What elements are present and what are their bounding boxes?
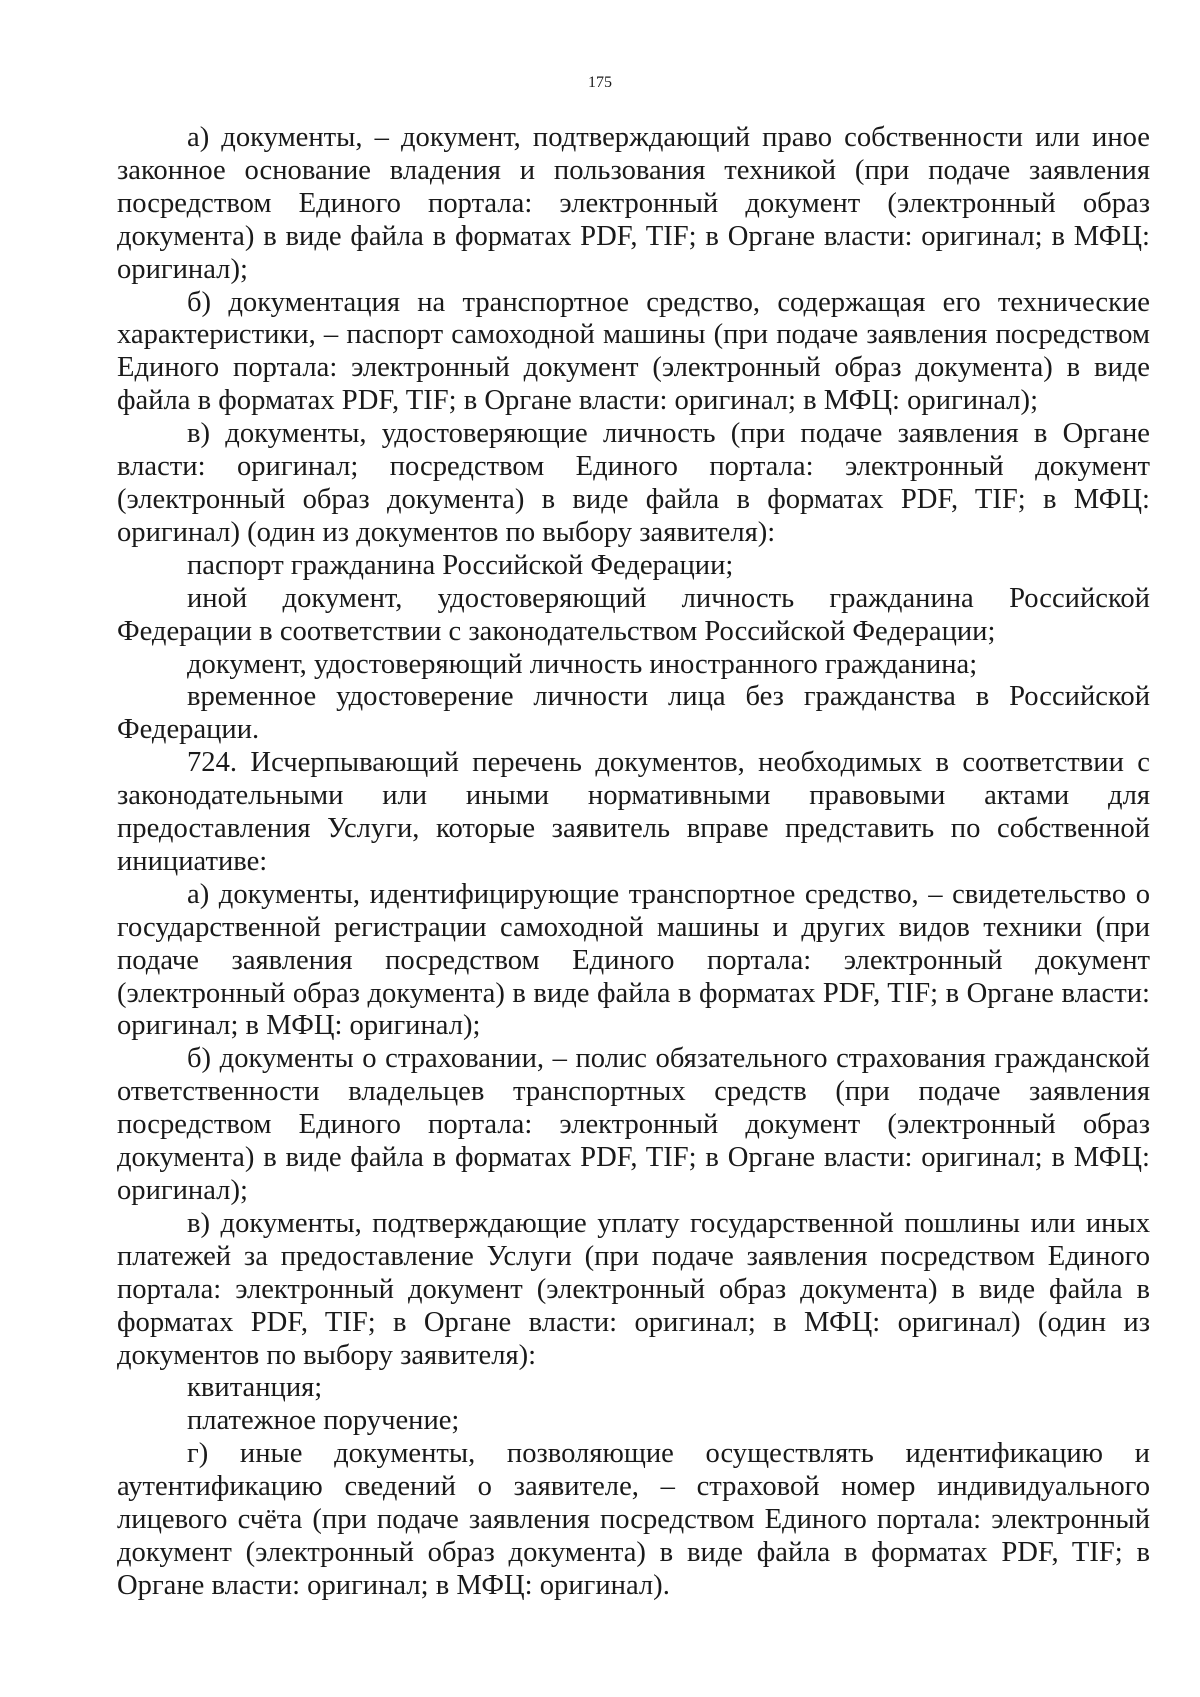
document-body	[117, 122, 1150, 1603]
paragraph-724: 724. Исчерпывающий перечень документов, необходимых в соответствии с законодательными или иными нормативными правовыми актами для предоставления Услуги, которые заявитель вправе представить по собственной инициативе:	[117, 747, 1150, 877]
page-number: 175	[588, 74, 612, 91]
list-item-other-id: иной документ, удостоверяющий личность гражданина Российской Федерации в соответствии с законодательством Российской Федерации;	[117, 582, 1150, 647]
paragraph-2a-registration-docs: а) документы, идентифицирующие транспортное средство, – свидетельство о государственной регистрации самоходной машины и других видов техники (при подаче заявления посредством Единого портала: электронный документ (электронный образ документа) в виде файла в форматах PDF, TIF; в Органе власти: оригинал; в МФЦ: оригинал);	[117, 878, 1150, 1042]
paragraph-2b-insurance-docs: б) документы о страховании, – полис обязательного страхования гражданской ответственности владельцев транспортных средств (при подаче заявления посредством Единого портала: электронный документ (электронный образ документа) в виде файла в форматах PDF, TIF; в Органе власти: оригинал; в МФЦ: оригинал);	[117, 1043, 1150, 1206]
list-item-passport: паспорт гражданина Российской Федерации;	[187, 549, 734, 581]
paragraph-1b-vehicle-docs: б) документация на транспортное средство, содержащая его технические характеристики, – паспорт самоходной машины (при подаче заявления посредством Единого портала: электронный документ (электронный образ документа) в виде файла в форматах PDF, TIF; в Органе власти: оригинал; в МФЦ: оригинал);	[117, 286, 1150, 417]
list-item-foreign-id: документ, удостоверяющий личность иностранного гражданина;	[187, 648, 978, 680]
list-item-receipt: квитанция;	[187, 1372, 323, 1404]
paragraph-2c-payment-docs: в) документы, подтверждающие уплату государственной пошлины или иных платежей за предоставление Услуги (при подаче заявления посредством Единого портала: электронный документ (электронный образ документа) в виде файла в форматах PDF, TIF; в Органе власти: оригинал; в МФЦ: оригинал) (один из документов по выбору заявителя):	[117, 1207, 1150, 1371]
paragraph-2d-snils: г) иные документы, позволяющие осуществлять идентификацию и аутентификацию сведений о заявителе, – страховой номер индивидуального лицевого счёта (при подаче заявления посредством Единого портала: электронный документ (электронный образ документа) в виде файла в форматах PDF, TIF; в Органе власти: оригинал; в МФЦ: оригинал).	[117, 1438, 1150, 1601]
paragraph-1c-identity-docs: в) документы, удостоверяющие личность (при подаче заявления в Органе власти: оригинал; посредством Единого портала: электронный документ (электронный образ документа) в виде файла в форматах PDF, TIF; в МФЦ: оригинал) (один из документов по выбору заявителя):	[117, 418, 1150, 548]
paragraph-1a-ownership-docs: а) документы, – документ, подтверждающий право собственности или иное законное основание владения и пользования техникой (при подаче заявления посредством Единого портала: электронный документ (электронный образ документа) в виде файла в форматах PDF, TIF; в Органе власти: оригинал; в МФЦ: оригинал);	[117, 122, 1150, 285]
list-item-temporary-id: временное удостоверение личности лица без гражданства в Российской Федерации.	[117, 681, 1150, 746]
list-item-payment-order: платежное поручение;	[187, 1405, 460, 1437]
